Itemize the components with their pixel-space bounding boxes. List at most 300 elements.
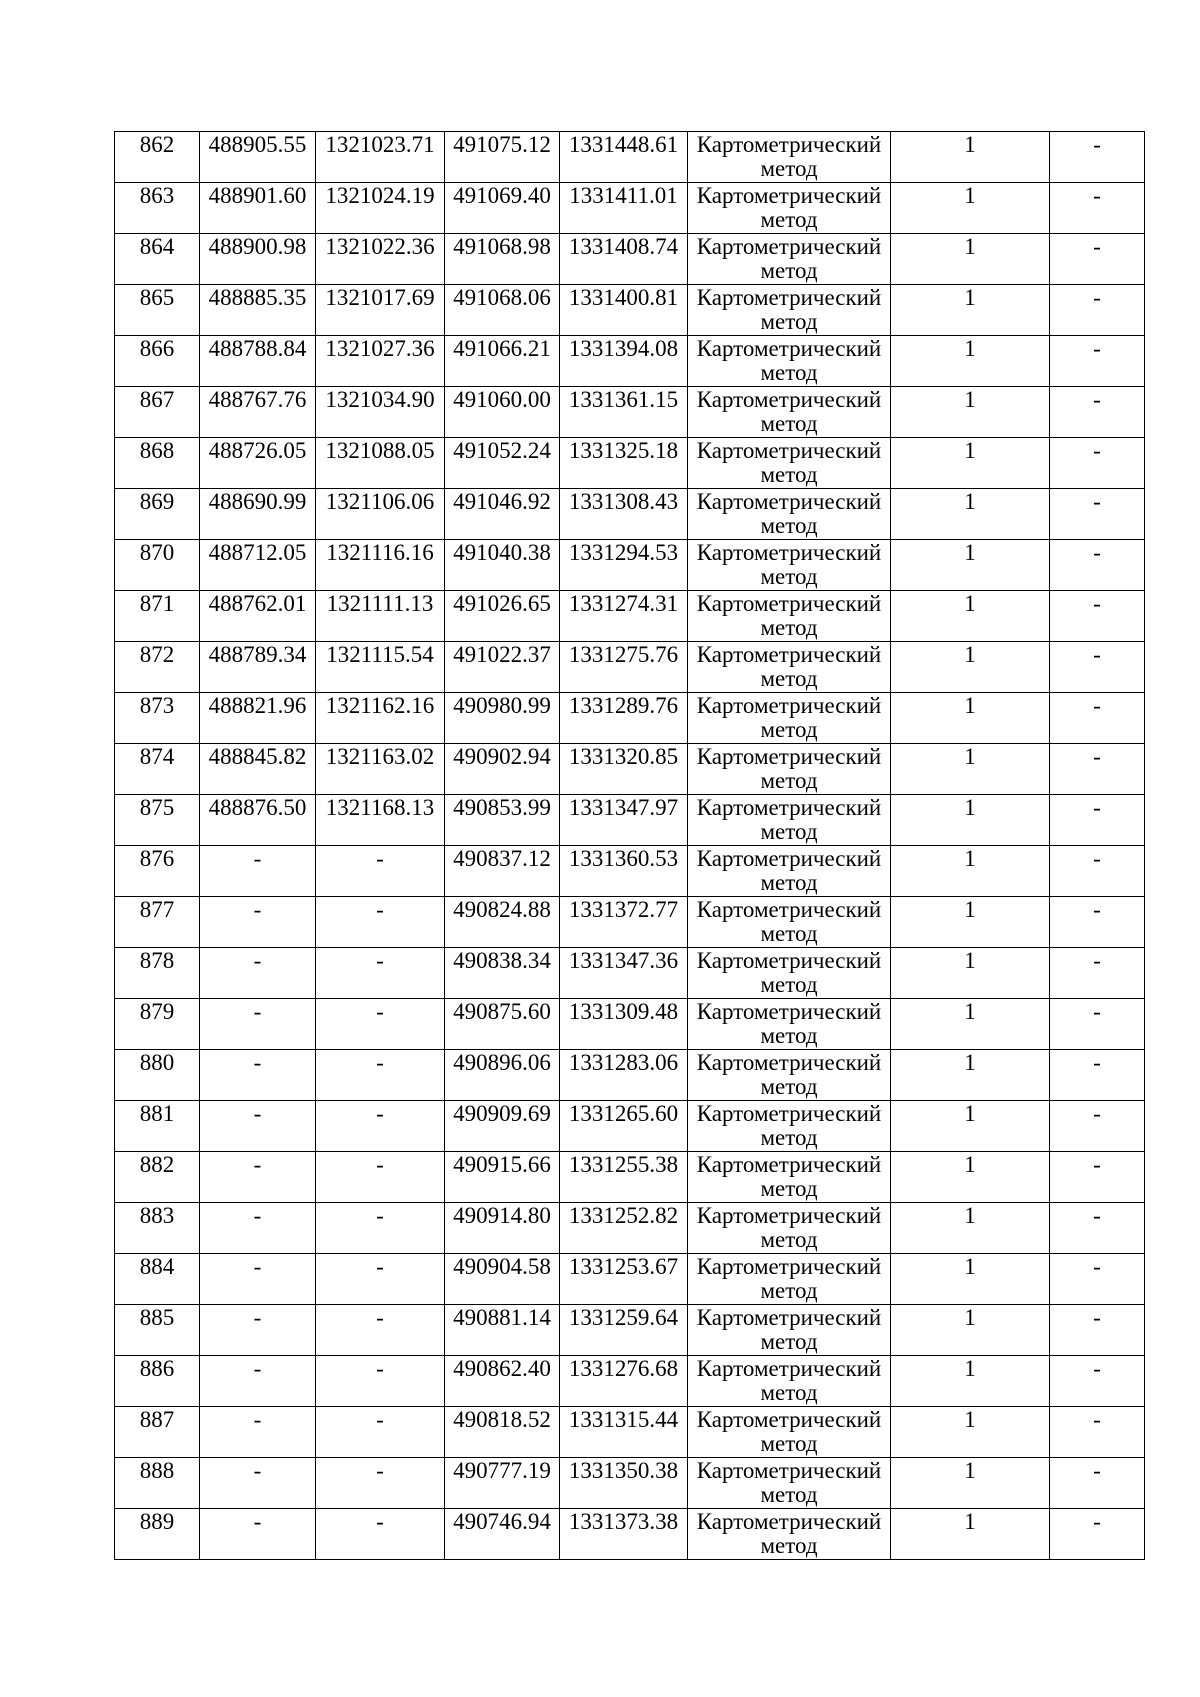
new-y-cell: 1331350.38 (560, 1458, 688, 1509)
method-line-2: метод (760, 615, 818, 640)
note-cell: - (1050, 795, 1145, 846)
method-cell (688, 846, 891, 897)
new-y-cell: 1331289.76 (560, 693, 688, 744)
method-line-1: Картометрический (696, 387, 882, 412)
new-y-cell: 1331315.44 (560, 1407, 688, 1458)
accuracy-cell: 1 (891, 1050, 1050, 1101)
method-line-1: Картометрический (696, 234, 882, 259)
method-cell (688, 1458, 891, 1509)
point-number-cell: 889 (115, 1509, 200, 1560)
method-line-1: Картометрический (696, 999, 882, 1024)
table-row (115, 1509, 1145, 1560)
new-x-cell: 491066.21 (445, 336, 560, 387)
method-cell (688, 489, 891, 540)
method-line-1: Картометрический (696, 183, 882, 208)
method-cell (688, 744, 891, 795)
note-cell: - (1050, 1254, 1145, 1305)
note-cell: - (1050, 846, 1145, 897)
new-x-cell: 491068.06 (445, 285, 560, 336)
table-row (115, 1254, 1145, 1305)
table-row (115, 795, 1145, 846)
existing-x-cell: - (200, 1407, 316, 1458)
coordinates-table (114, 131, 1145, 1560)
method-line-2: метод (760, 462, 818, 487)
existing-x-cell: - (200, 1305, 316, 1356)
method-line-2: метод (760, 1074, 818, 1099)
new-x-cell: 491069.40 (445, 183, 560, 234)
new-y-cell: 1331347.36 (560, 948, 688, 999)
accuracy-cell: 1 (891, 591, 1050, 642)
method-line-2: метод (760, 921, 818, 946)
method-line-2: метод (760, 1125, 818, 1150)
note-cell: - (1050, 897, 1145, 948)
method-cell (688, 1152, 891, 1203)
point-number-cell: 868 (115, 438, 200, 489)
existing-y-cell: - (316, 1203, 445, 1254)
table-row (115, 132, 1145, 183)
point-number-cell: 872 (115, 642, 200, 693)
existing-y-cell: - (316, 1305, 445, 1356)
point-number-cell: 885 (115, 1305, 200, 1356)
existing-x-cell: - (200, 897, 316, 948)
new-x-cell: 490818.52 (445, 1407, 560, 1458)
accuracy-cell: 1 (891, 1356, 1050, 1407)
new-y-cell: 1331372.77 (560, 897, 688, 948)
table-row (115, 336, 1145, 387)
table-body (115, 132, 1145, 1560)
new-x-cell: 491022.37 (445, 642, 560, 693)
method-line-1: Картометрический (696, 642, 882, 667)
table-row (115, 897, 1145, 948)
existing-y-cell: - (316, 1458, 445, 1509)
method-line-2: метод (760, 411, 818, 436)
existing-x-cell: 488901.60 (200, 183, 316, 234)
method-line-1: Картометрический (696, 132, 882, 157)
new-x-cell: 490837.12 (445, 846, 560, 897)
table-row (115, 1203, 1145, 1254)
method-line-1: Картометрический (696, 693, 882, 718)
existing-y-cell: 1321116.16 (316, 540, 445, 591)
new-y-cell: 1331347.97 (560, 795, 688, 846)
new-y-cell: 1331394.08 (560, 336, 688, 387)
new-x-cell: 491052.24 (445, 438, 560, 489)
new-x-cell: 490875.60 (445, 999, 560, 1050)
new-y-cell: 1331283.06 (560, 1050, 688, 1101)
method-line-2: метод (760, 819, 818, 844)
existing-y-cell: 1321162.16 (316, 693, 445, 744)
note-cell: - (1050, 132, 1145, 183)
existing-x-cell: 488905.55 (200, 132, 316, 183)
new-x-cell: 491046.92 (445, 489, 560, 540)
note-cell: - (1050, 285, 1145, 336)
accuracy-cell: 1 (891, 540, 1050, 591)
method-line-1: Картометрический (696, 795, 882, 820)
note-cell: - (1050, 999, 1145, 1050)
new-y-cell: 1331411.01 (560, 183, 688, 234)
table-row (115, 693, 1145, 744)
note-cell: - (1050, 1356, 1145, 1407)
table-row (115, 387, 1145, 438)
table-row (115, 744, 1145, 795)
method-cell (688, 1305, 891, 1356)
point-number-cell: 865 (115, 285, 200, 336)
table-row (115, 846, 1145, 897)
existing-y-cell: - (316, 846, 445, 897)
accuracy-cell: 1 (891, 846, 1050, 897)
accuracy-cell: 1 (891, 234, 1050, 285)
table-row (115, 999, 1145, 1050)
accuracy-cell: 1 (891, 1407, 1050, 1458)
new-y-cell: 1331259.64 (560, 1305, 688, 1356)
method-line-2: метод (760, 1329, 818, 1354)
point-number-cell: 866 (115, 336, 200, 387)
new-y-cell: 1331276.68 (560, 1356, 688, 1407)
note-cell: - (1050, 540, 1145, 591)
accuracy-cell: 1 (891, 1509, 1050, 1560)
new-y-cell: 1331253.67 (560, 1254, 688, 1305)
existing-x-cell: 488767.76 (200, 387, 316, 438)
existing-y-cell: - (316, 999, 445, 1050)
table-row (115, 540, 1145, 591)
existing-x-cell: 488789.34 (200, 642, 316, 693)
point-number-cell: 873 (115, 693, 200, 744)
new-y-cell: 1331373.38 (560, 1509, 688, 1560)
point-number-cell: 881 (115, 1101, 200, 1152)
new-y-cell: 1331252.82 (560, 1203, 688, 1254)
existing-x-cell: - (200, 1152, 316, 1203)
method-line-2: метод (760, 1533, 818, 1558)
existing-y-cell: - (316, 1101, 445, 1152)
method-cell (688, 1356, 891, 1407)
existing-x-cell: - (200, 1458, 316, 1509)
method-cell (688, 897, 891, 948)
existing-y-cell: 1321168.13 (316, 795, 445, 846)
accuracy-cell: 1 (891, 1458, 1050, 1509)
method-cell (688, 132, 891, 183)
method-cell (688, 285, 891, 336)
method-line-2: метод (760, 717, 818, 742)
new-x-cell: 491075.12 (445, 132, 560, 183)
existing-x-cell: 488788.84 (200, 336, 316, 387)
point-number-cell: 884 (115, 1254, 200, 1305)
method-cell (688, 1203, 891, 1254)
point-number-cell: 874 (115, 744, 200, 795)
method-line-1: Картометрический (696, 438, 882, 463)
note-cell: - (1050, 183, 1145, 234)
method-line-1: Картометрический (696, 1509, 882, 1534)
document-page (114, 131, 1144, 1560)
point-number-cell: 870 (115, 540, 200, 591)
existing-y-cell: - (316, 1407, 445, 1458)
table-row (115, 642, 1145, 693)
accuracy-cell: 1 (891, 1254, 1050, 1305)
method-cell (688, 1050, 891, 1101)
point-number-cell: 878 (115, 948, 200, 999)
existing-x-cell: 488885.35 (200, 285, 316, 336)
point-number-cell: 880 (115, 1050, 200, 1101)
existing-x-cell: - (200, 999, 316, 1050)
accuracy-cell: 1 (891, 387, 1050, 438)
point-number-cell: 879 (115, 999, 200, 1050)
new-y-cell: 1331265.60 (560, 1101, 688, 1152)
table-row (115, 1356, 1145, 1407)
table-row (115, 234, 1145, 285)
accuracy-cell: 1 (891, 744, 1050, 795)
method-line-2: метод (760, 1278, 818, 1303)
method-line-1: Картометрический (696, 540, 882, 565)
new-y-cell: 1331360.53 (560, 846, 688, 897)
new-x-cell: 491040.38 (445, 540, 560, 591)
existing-y-cell: 1321027.36 (316, 336, 445, 387)
method-line-2: метод (760, 1431, 818, 1456)
method-line-1: Картометрический (696, 1254, 882, 1279)
new-x-cell: 490896.06 (445, 1050, 560, 1101)
existing-x-cell: 488900.98 (200, 234, 316, 285)
method-line-2: метод (760, 513, 818, 538)
method-line-2: метод (760, 258, 818, 283)
method-line-1: Картометрический (696, 1152, 882, 1177)
table-row (115, 948, 1145, 999)
existing-y-cell: 1321163.02 (316, 744, 445, 795)
method-line-1: Картометрический (696, 1305, 882, 1330)
method-line-1: Картометрический (696, 846, 882, 871)
point-number-cell: 886 (115, 1356, 200, 1407)
note-cell: - (1050, 642, 1145, 693)
new-x-cell: 491068.98 (445, 234, 560, 285)
note-cell: - (1050, 1101, 1145, 1152)
method-line-2: метод (760, 1227, 818, 1252)
method-cell (688, 948, 891, 999)
new-x-cell: 490853.99 (445, 795, 560, 846)
note-cell: - (1050, 234, 1145, 285)
existing-y-cell: - (316, 1050, 445, 1101)
new-x-cell: 490881.14 (445, 1305, 560, 1356)
point-number-cell: 875 (115, 795, 200, 846)
method-cell (688, 438, 891, 489)
accuracy-cell: 1 (891, 438, 1050, 489)
existing-x-cell: 488821.96 (200, 693, 316, 744)
method-line-1: Картометрический (696, 744, 882, 769)
existing-y-cell: - (316, 1254, 445, 1305)
method-line-2: метод (760, 309, 818, 334)
method-line-2: метод (760, 360, 818, 385)
new-x-cell: 490862.40 (445, 1356, 560, 1407)
method-line-1: Картометрический (696, 897, 882, 922)
new-y-cell: 1331294.53 (560, 540, 688, 591)
method-line-2: метод (760, 1380, 818, 1405)
method-line-1: Картометрический (696, 1356, 882, 1381)
new-x-cell: 490838.34 (445, 948, 560, 999)
new-y-cell: 1331361.15 (560, 387, 688, 438)
new-y-cell: 1331408.74 (560, 234, 688, 285)
existing-y-cell: - (316, 1509, 445, 1560)
method-line-1: Картометрический (696, 285, 882, 310)
new-x-cell: 490902.94 (445, 744, 560, 795)
method-line-2: метод (760, 972, 818, 997)
new-y-cell: 1331448.61 (560, 132, 688, 183)
note-cell: - (1050, 1407, 1145, 1458)
table-row (115, 1305, 1145, 1356)
note-cell: - (1050, 1050, 1145, 1101)
table-row (115, 438, 1145, 489)
method-line-1: Картометрический (696, 489, 882, 514)
note-cell: - (1050, 1509, 1145, 1560)
method-cell (688, 591, 891, 642)
point-number-cell: 882 (115, 1152, 200, 1203)
accuracy-cell: 1 (891, 1152, 1050, 1203)
method-line-2: метод (760, 156, 818, 181)
point-number-cell: 862 (115, 132, 200, 183)
accuracy-cell: 1 (891, 948, 1050, 999)
new-x-cell: 490914.80 (445, 1203, 560, 1254)
method-cell (688, 642, 891, 693)
existing-x-cell: 488690.99 (200, 489, 316, 540)
new-x-cell: 491026.65 (445, 591, 560, 642)
existing-x-cell: 488726.05 (200, 438, 316, 489)
table-row (115, 183, 1145, 234)
method-cell (688, 387, 891, 438)
method-cell (688, 1254, 891, 1305)
existing-x-cell: - (200, 1203, 316, 1254)
method-cell (688, 234, 891, 285)
point-number-cell: 883 (115, 1203, 200, 1254)
method-line-1: Картометрический (696, 591, 882, 616)
point-number-cell: 864 (115, 234, 200, 285)
method-cell (688, 336, 891, 387)
new-y-cell: 1331255.38 (560, 1152, 688, 1203)
existing-x-cell: - (200, 1101, 316, 1152)
note-cell: - (1050, 387, 1145, 438)
accuracy-cell: 1 (891, 132, 1050, 183)
note-cell: - (1050, 744, 1145, 795)
existing-y-cell: - (316, 897, 445, 948)
table-row (115, 489, 1145, 540)
table-row (115, 591, 1145, 642)
existing-x-cell: - (200, 846, 316, 897)
new-x-cell: 490904.58 (445, 1254, 560, 1305)
table-row (115, 1458, 1145, 1509)
new-x-cell: 490746.94 (445, 1509, 560, 1560)
point-number-cell: 877 (115, 897, 200, 948)
existing-y-cell: 1321023.71 (316, 132, 445, 183)
method-line-2: метод (760, 564, 818, 589)
note-cell: - (1050, 1458, 1145, 1509)
note-cell: - (1050, 336, 1145, 387)
point-number-cell: 887 (115, 1407, 200, 1458)
method-line-2: метод (760, 768, 818, 793)
note-cell: - (1050, 438, 1145, 489)
method-cell (688, 1101, 891, 1152)
existing-x-cell: - (200, 1509, 316, 1560)
existing-y-cell: 1321115.54 (316, 642, 445, 693)
note-cell: - (1050, 1203, 1145, 1254)
existing-y-cell: 1321022.36 (316, 234, 445, 285)
accuracy-cell: 1 (891, 1101, 1050, 1152)
method-line-2: метод (760, 1023, 818, 1048)
accuracy-cell: 1 (891, 642, 1050, 693)
method-line-1: Картометрический (696, 1407, 882, 1432)
accuracy-cell: 1 (891, 693, 1050, 744)
method-line-2: метод (760, 870, 818, 895)
existing-y-cell: - (316, 948, 445, 999)
existing-y-cell: 1321017.69 (316, 285, 445, 336)
method-cell (688, 1407, 891, 1458)
existing-x-cell: - (200, 1356, 316, 1407)
method-line-1: Картометрический (696, 1050, 882, 1075)
method-cell (688, 693, 891, 744)
method-line-1: Картометрический (696, 1458, 882, 1483)
point-number-cell: 867 (115, 387, 200, 438)
accuracy-cell: 1 (891, 1203, 1050, 1254)
accuracy-cell: 1 (891, 999, 1050, 1050)
new-x-cell: 491060.00 (445, 387, 560, 438)
point-number-cell: 888 (115, 1458, 200, 1509)
existing-y-cell: 1321111.13 (316, 591, 445, 642)
existing-x-cell: 488762.01 (200, 591, 316, 642)
existing-x-cell: 488845.82 (200, 744, 316, 795)
new-x-cell: 490980.99 (445, 693, 560, 744)
table-row (115, 1152, 1145, 1203)
new-x-cell: 490915.66 (445, 1152, 560, 1203)
note-cell: - (1050, 1152, 1145, 1203)
new-y-cell: 1331325.18 (560, 438, 688, 489)
method-line-2: метод (760, 666, 818, 691)
method-cell (688, 999, 891, 1050)
table-row (115, 1101, 1145, 1152)
existing-y-cell: 1321024.19 (316, 183, 445, 234)
existing-y-cell: 1321034.90 (316, 387, 445, 438)
table-row (115, 1050, 1145, 1101)
accuracy-cell: 1 (891, 285, 1050, 336)
table-row (115, 285, 1145, 336)
method-cell (688, 795, 891, 846)
existing-x-cell: - (200, 1254, 316, 1305)
note-cell: - (1050, 1305, 1145, 1356)
accuracy-cell: 1 (891, 1305, 1050, 1356)
existing-x-cell: 488876.50 (200, 795, 316, 846)
method-line-2: метод (760, 207, 818, 232)
note-cell: - (1050, 591, 1145, 642)
table-row (115, 1407, 1145, 1458)
new-x-cell: 490909.69 (445, 1101, 560, 1152)
method-line-2: метод (760, 1482, 818, 1507)
method-line-1: Картометрический (696, 1101, 882, 1126)
accuracy-cell: 1 (891, 489, 1050, 540)
existing-x-cell: 488712.05 (200, 540, 316, 591)
method-line-1: Картометрический (696, 336, 882, 361)
note-cell: - (1050, 693, 1145, 744)
method-cell (688, 1509, 891, 1560)
existing-y-cell: - (316, 1152, 445, 1203)
method-line-1: Картометрический (696, 1203, 882, 1228)
existing-y-cell: 1321088.05 (316, 438, 445, 489)
note-cell: - (1050, 948, 1145, 999)
accuracy-cell: 1 (891, 336, 1050, 387)
point-number-cell: 871 (115, 591, 200, 642)
method-line-1: Картометрический (696, 948, 882, 973)
existing-y-cell: - (316, 1356, 445, 1407)
point-number-cell: 876 (115, 846, 200, 897)
accuracy-cell: 1 (891, 897, 1050, 948)
existing-x-cell: - (200, 1050, 316, 1101)
method-cell (688, 540, 891, 591)
new-x-cell: 490824.88 (445, 897, 560, 948)
method-line-2: метод (760, 1176, 818, 1201)
existing-x-cell: - (200, 948, 316, 999)
new-y-cell: 1331275.76 (560, 642, 688, 693)
method-cell (688, 183, 891, 234)
new-y-cell: 1331309.48 (560, 999, 688, 1050)
